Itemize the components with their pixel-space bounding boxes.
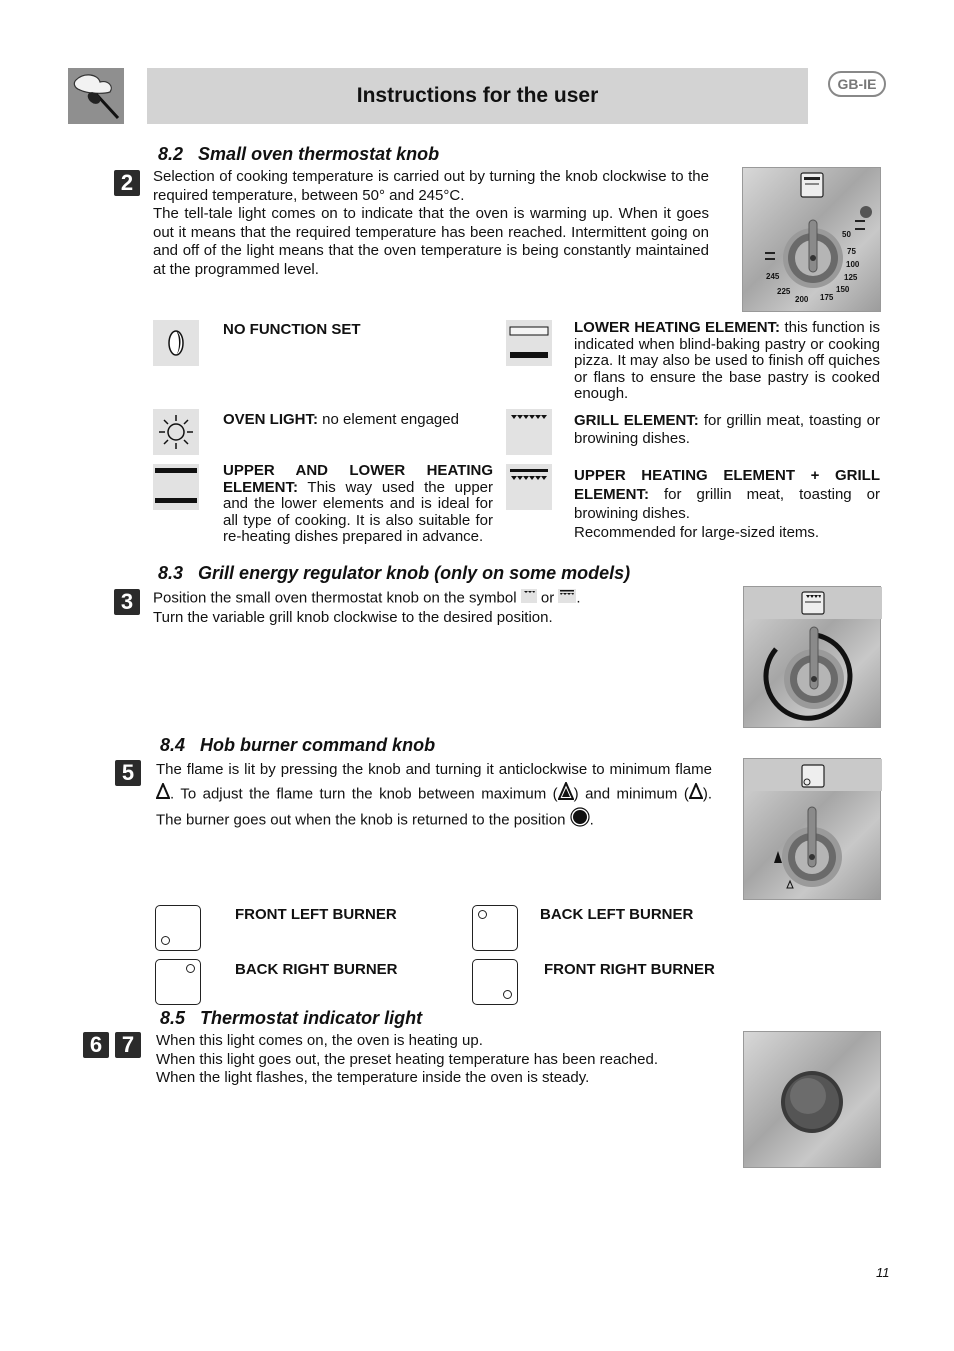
knob-scale-label: 75 [847,247,856,256]
page-title: Instructions for the user [356,84,599,107]
section-title: Hob burner command knob [200,735,436,755]
page-number: 11 [876,1265,890,1280]
section-8-4-text: The flame is lit by pressing the knob and turning it anticlockwise to minimum flame . To adjust the flame turn the knob between maximum ( ) and minimum ( ). The burner goes out when the knob is returned to the position . [156,759,712,835]
max-flame-icon [558,782,574,808]
no-function-icon [153,320,199,366]
back-left-burner-label: BACK LEFT BURNER [540,906,694,923]
front-left-burner-label: FRONT LEFT BURNER [235,906,397,923]
language-badge: GB-IE [828,71,886,97]
knob-scale-label: 150 [836,285,850,294]
min-flame-icon [689,783,703,807]
upper-grill-icon [506,464,552,510]
back-left-burner-icon [472,905,518,951]
section-8-3-heading [158,563,630,584]
section-8-5-text [156,1032,716,1088]
step-number-badge: 3 [114,589,140,615]
knob-scale-label: 225 [777,287,791,296]
section-number: 8.2 [158,144,184,164]
grill-knob-photo [743,586,881,728]
lower-heating-label: LOWER HEATING ELEMENT: this function is indicated when blind-baking pastry or cooking pizza. It may also be used to finish off quiches or flans to ensure the base pastry is cooked enough. [574,319,881,402]
step-number-badge: 7 [115,1032,141,1058]
oven-light-label: OVEN LIGHT: no element engaged [223,411,459,428]
burner-knob-photo [743,758,881,900]
step-number-badge: 5 [115,760,141,786]
front-left-burner-icon [155,905,201,951]
knob-scale-label: 100 [846,260,860,269]
section-8-3-text: Position the small oven thermostat knob on the symbol or . Turn the variable grill knob clockwise to the desired position. [153,589,581,626]
min-flame-icon [156,783,170,807]
indicator-light-photo [743,1031,881,1168]
paragraph: The tell-tale light comes on to indicate that the oven is warming up. When it goes out it means that the required temperature has been reached. Intermittent going on and off of the light means that the oven temperature is being constantly maintained at the programmed level. [153,205,709,278]
section-number: 8.5 [160,1008,186,1028]
grill-icon [506,409,552,455]
text-line: When the light flashes, the temperature inside the oven is steady. [156,1069,590,1086]
section-title: Small oven thermostat knob [198,144,440,164]
knob-scale-label: 125 [844,273,858,282]
upper-grill-label: UPPER HEATING ELEMENT + GRILL ELEMENT: for grillin meat, toasting or browining dishes. Recommended for large-sized items. [574,467,880,541]
section-8-5-heading [160,1008,422,1029]
grill-symbol-icon [521,589,537,609]
upper-lower-heating-icon [153,464,199,510]
knob-scale-label: 245 [766,272,780,281]
knob-scale-label: 50 [842,230,851,239]
section-8-2-heading [158,144,439,165]
text-line: When this light comes on, the oven is heating up. [156,1032,483,1049]
knob-scale-label: 200 [795,295,809,304]
section-8-2-text [153,168,709,279]
no-function-label: NO FUNCTION SET [223,321,361,338]
paragraph: Selection of cooking temperature is carried out by turning the knob clockwise to the required temperature, between 50° and 245°C. [153,168,709,204]
grill-label: GRILL ELEMENT: for grillin meat, toasting or browining dishes. [574,412,881,447]
section-number: 8.4 [160,735,186,755]
section-number: 8.3 [158,563,184,583]
step-number-badge: 6 [83,1032,109,1058]
off-position-icon [570,807,590,835]
knob-scale-label: 175 [820,293,834,302]
section-8-4-heading [160,735,435,756]
front-right-burner-icon [472,959,518,1005]
back-right-burner-label: BACK RIGHT BURNER [235,961,398,978]
step-number-badge: 2 [114,170,140,196]
text-line: When this light goes out, the preset heating temperature has been reached. [156,1050,658,1068]
section-title: Thermostat indicator light [200,1008,423,1028]
chef-logo-icon [68,68,124,124]
front-right-burner-label: FRONT RIGHT BURNER [544,961,715,978]
thermostat-knob-photo [742,167,881,312]
upper-lower-heating-label: UPPER AND LOWER HEATING ELEMENT: This way used the upper and the lower elements and is ideal for all type of cooking. It is also suitable for re-heating dishes prepared in advance. [223,462,493,545]
back-right-burner-icon [155,959,201,1005]
upper-grill-symbol-icon [558,589,576,609]
section-title: Grill energy regulator knob (only on some models) [198,563,631,583]
lower-heating-icon [506,320,552,366]
oven-light-icon [153,409,199,455]
